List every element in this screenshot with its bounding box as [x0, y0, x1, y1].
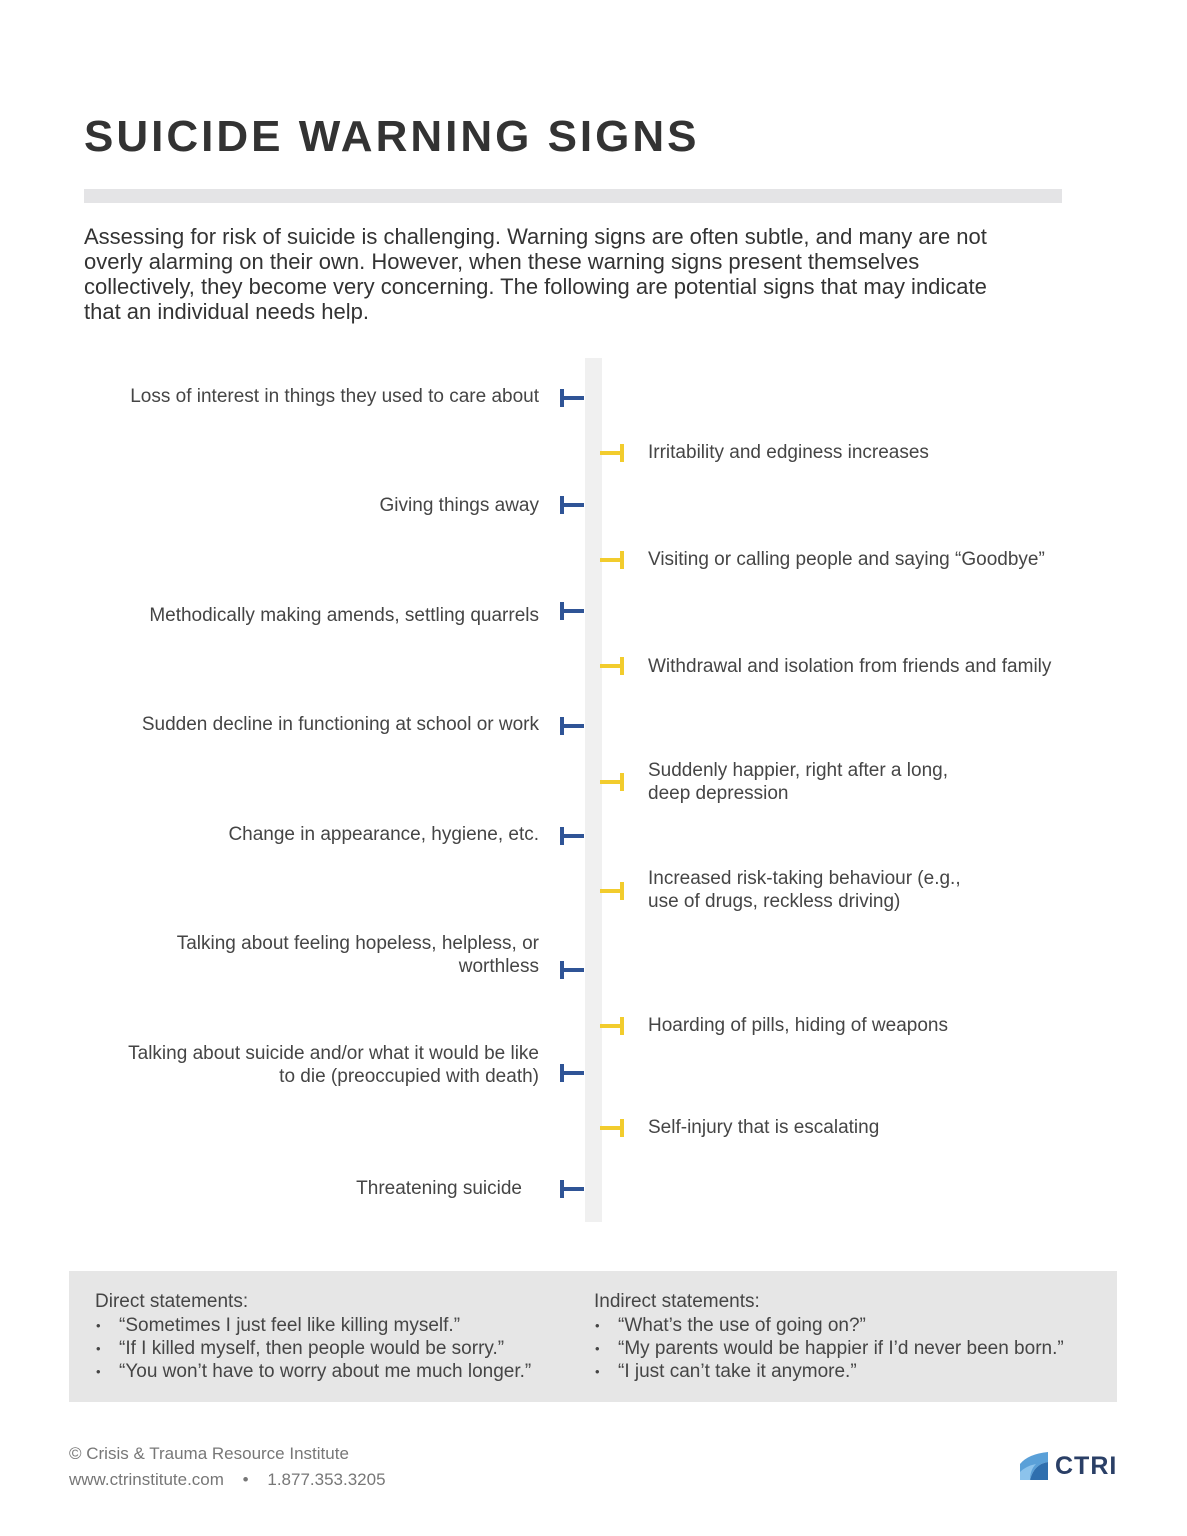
yellow-tick-marker [600, 780, 624, 784]
blue-tick-marker [560, 609, 584, 613]
footer-separator: • [242, 1470, 249, 1489]
indirect-statements [594, 1290, 1109, 1383]
footer-copyright: © Crisis & Trauma Resource Institute [69, 1444, 349, 1463]
yellow-tick-marker [600, 558, 624, 562]
intro-paragraph: Assessing for risk of suicide is challenging. Warning signs are often subtle, and many are not overly alarming on their own. However, when these warning signs present themselves collectively, they become very concerning. The following are potential signs that may indicate that an individual needs help. [84, 224, 987, 324]
blue-tick-marker [560, 834, 584, 838]
list-item: • “You won’t have to worry about me much longer.” [95, 1360, 575, 1383]
indirect-statements-list [594, 1314, 1109, 1383]
warning-sign-right: Irritability and edginess increases [648, 442, 929, 463]
yellow-tick-marker [600, 1126, 624, 1130]
direct-statements-list [95, 1314, 575, 1383]
warning-sign-left: Talking about suicide and/or what it would be like to die (preoccupied with death) [128, 1043, 539, 1087]
page-title: SUICIDE WARNING SIGNS [84, 112, 700, 161]
warning-sign-right: Withdrawal and isolation from friends and family [648, 656, 1052, 677]
ctri-logo-icon [1018, 1450, 1050, 1482]
warning-sign-left: Sudden decline in functioning at school or work [141, 714, 539, 735]
warning-sign-left: Threatening suicide [356, 1178, 522, 1199]
title-divider [84, 189, 1062, 203]
warning-sign-left: Talking about feeling hopeless, helpless, or worthless [176, 933, 539, 977]
warning-sign-left: Methodically making amends, settling quarrels [149, 605, 539, 626]
warning-sign-right: Increased risk-taking behaviour (e.g., use of drugs, reckless driving) [648, 868, 961, 912]
blue-tick-marker [560, 1187, 584, 1191]
yellow-tick-marker [600, 664, 624, 668]
blue-tick-marker [560, 724, 584, 728]
warning-sign-right: Hoarding of pills, hiding of weapons [648, 1015, 948, 1036]
warning-sign-right: Visiting or calling people and saying “Goodbye” [648, 549, 1045, 570]
blue-tick-marker [560, 968, 584, 972]
list-item: • “What’s the use of going on?” [594, 1314, 1109, 1337]
yellow-tick-marker [600, 451, 624, 455]
list-item: • “If I killed myself, then people would be sorry.” [95, 1337, 575, 1360]
footer-website[interactable]: www.ctrinstitute.com [69, 1470, 224, 1489]
timeline-spine [585, 358, 602, 1222]
footer-phone: 1.877.353.3205 [267, 1470, 386, 1489]
list-item: • “My parents would be happier if I’d never been born.” [594, 1337, 1109, 1360]
list-item: • “I just can’t take it anymore.” [594, 1360, 1109, 1383]
direct-statements-heading: Direct statements: [95, 1291, 249, 1312]
indirect-statements-heading: Indirect statements: [594, 1291, 760, 1312]
warning-sign-right: Suddenly happier, right after a long, deep depression [648, 760, 948, 804]
blue-tick-marker [560, 1071, 584, 1075]
warning-sign-left: Giving things away [379, 495, 539, 516]
list-item: • “Sometimes I just feel like killing myself.” [95, 1314, 575, 1337]
yellow-tick-marker [600, 1024, 624, 1028]
warning-sign-left: Change in appearance, hygiene, etc. [228, 824, 539, 845]
blue-tick-marker [560, 503, 584, 507]
footer-contact [69, 1470, 386, 1490]
yellow-tick-marker [600, 889, 624, 893]
ctri-logo [1018, 1450, 1118, 1482]
warning-sign-left: Loss of interest in things they used to care about [130, 386, 539, 407]
statements-panel [69, 1271, 1117, 1402]
warning-sign-right: Self-injury that is escalating [648, 1117, 880, 1138]
blue-tick-marker [560, 396, 584, 400]
ctri-logo-text: CTRI [1055, 1452, 1118, 1480]
direct-statements [95, 1290, 575, 1383]
